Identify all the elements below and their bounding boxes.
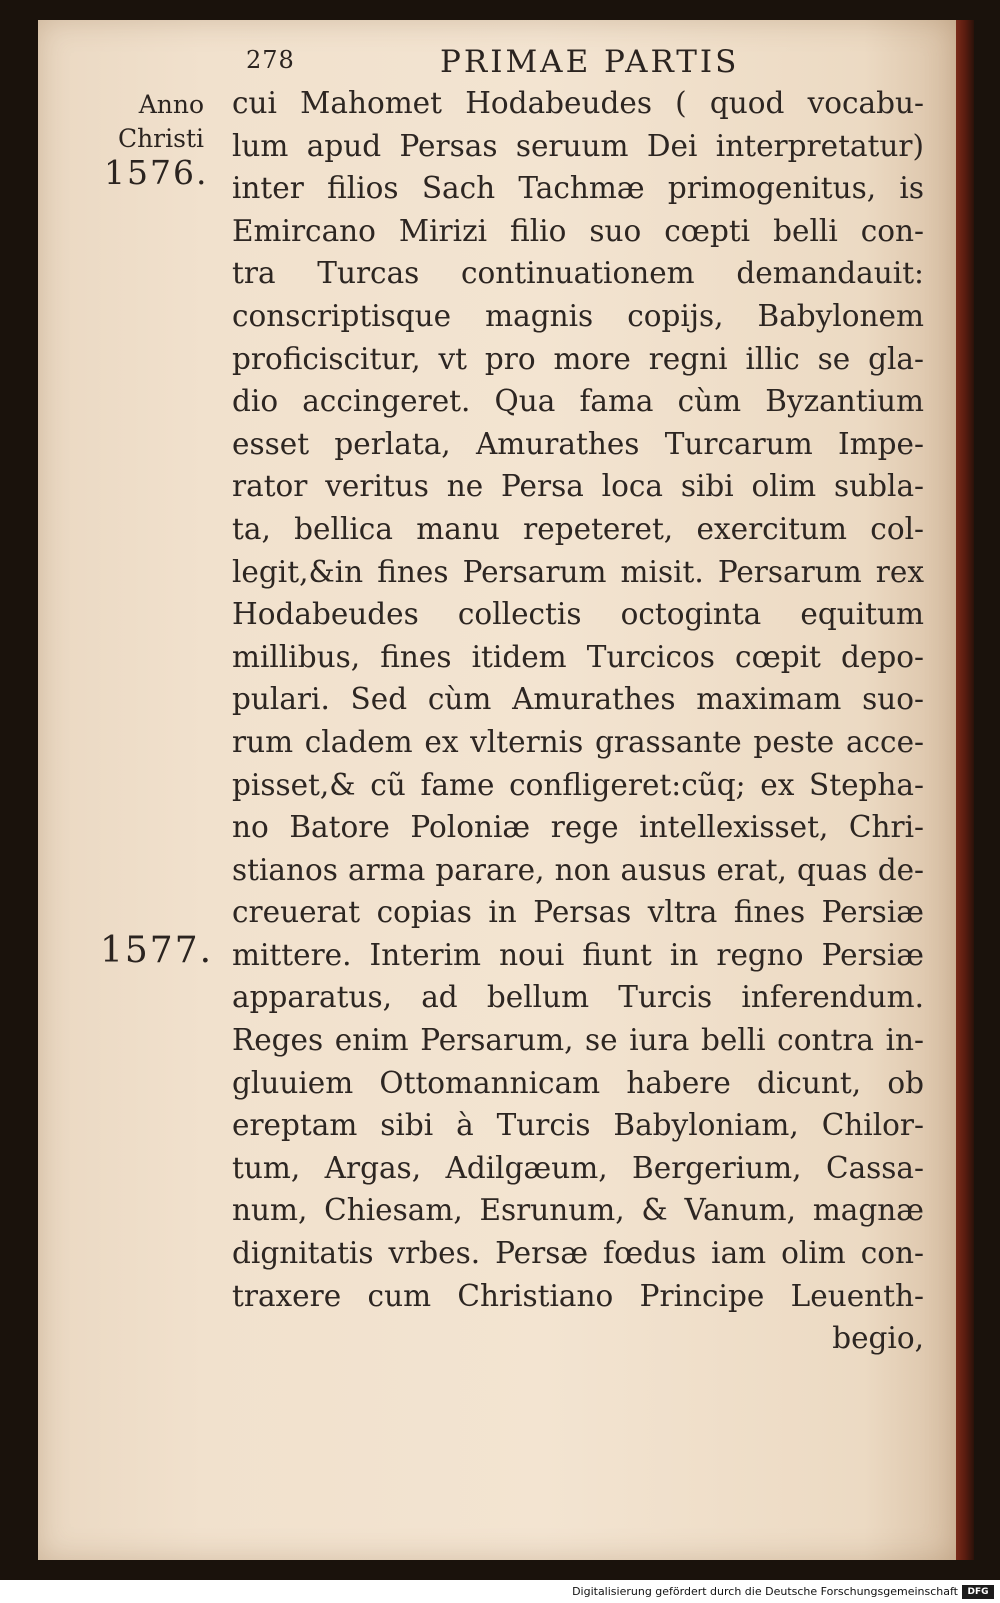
text-line: ta, bellica manu repeteret, exercitum col- <box>232 511 924 546</box>
text-line: conscriptisque magnis copijs, Babylonem <box>232 298 924 333</box>
text-line: Reges enim Persarum, se iura belli contra in- <box>232 1023 924 1058</box>
text-line: pisset,& cũ fame confligeret:cũq; ex Stepha- <box>232 767 924 802</box>
text-line: rator veritus ne Persa loca sibi olim subla- <box>232 469 924 504</box>
margin-year-1576: 1576. <box>104 153 209 192</box>
text-line: legit,&in fines Persarum misit. Persarum rex <box>232 554 924 589</box>
text-line: lum apud Persas seruum Dei interpretatur) <box>232 128 924 163</box>
text-line: no Batore Poloniæ rege intellexisset, Chri- <box>232 810 924 845</box>
funding-credit: Digitalisierung gefördert durch die Deutsche Forschungsgemeinschaft <box>572 1585 958 1598</box>
margin-note-1577 <box>100 930 214 971</box>
running-head: PRIMAE PARTIS <box>440 44 740 80</box>
text-line: Hodabeudes collectis octoginta equitum <box>232 597 924 632</box>
body-text <box>232 82 924 1360</box>
text-line: inter filios Sach Tachmæ primogenitus, is <box>232 171 924 206</box>
text-line: cui Mahomet Hodabeudes ( quod vocabu- <box>232 86 924 120</box>
text-line: gluuiem Ottomannicam habere dicunt, ob <box>232 1065 924 1100</box>
text-line: pulari. Sed cùm Amurathes maximam suo- <box>232 682 924 717</box>
page-header <box>0 44 1000 84</box>
text-line: dio accingeret. Qua fama cùm Byzantium <box>232 384 924 419</box>
text-line: mittere. Interim noui fiunt in regno Persiæ <box>232 937 924 972</box>
text-line: dignitatis vrbes. Persæ fœdus iam olim con- <box>232 1236 924 1271</box>
text-line: esset perlata, Amurathes Turcarum Impe- <box>232 426 924 461</box>
page-number: 278 <box>246 46 295 74</box>
text-line: tra Turcas continuationem demandauit: <box>232 256 924 291</box>
text-line: creuerat copias in Persas vltra fines Persiæ <box>232 895 924 930</box>
dfg-logo: DFG <box>962 1585 994 1599</box>
text-line: rum cladem ex vlternis grassante peste acce- <box>232 724 924 759</box>
margin-anno: Anno <box>138 90 204 119</box>
text-line: ereptam sibi à Turcis Babyloniam, Chilor- <box>232 1108 924 1143</box>
text-line: tum, Argas, Adilgæum, Bergerium, Cassa- <box>232 1150 924 1185</box>
margin-christi: Christi <box>117 124 204 153</box>
book-edge <box>956 20 974 1560</box>
margin-year-1577: 1577. <box>100 930 214 971</box>
text-line: proficiscitur, vt pro more regni illic se gla- <box>232 341 924 376</box>
catchword: begio, <box>832 1321 924 1356</box>
footer-bar <box>0 1582 1000 1603</box>
margin-note-1576 <box>104 88 209 192</box>
text-line: apparatus, ad bellum Turcis inferendum. <box>232 980 924 1015</box>
text-line: millibus, fines itidem Turcicos cœpit depo- <box>232 639 924 674</box>
text-line: stianos arma parare, non ausus erat, quas de- <box>232 852 924 887</box>
text-line: traxere cum Christiano Principe Leuenth- <box>232 1278 924 1313</box>
text-line: num, Chiesam, Esrunum, & Vanum, magnæ <box>232 1193 924 1228</box>
text-line: Emircano Mirizi filio suo cœpti belli con- <box>232 213 924 248</box>
